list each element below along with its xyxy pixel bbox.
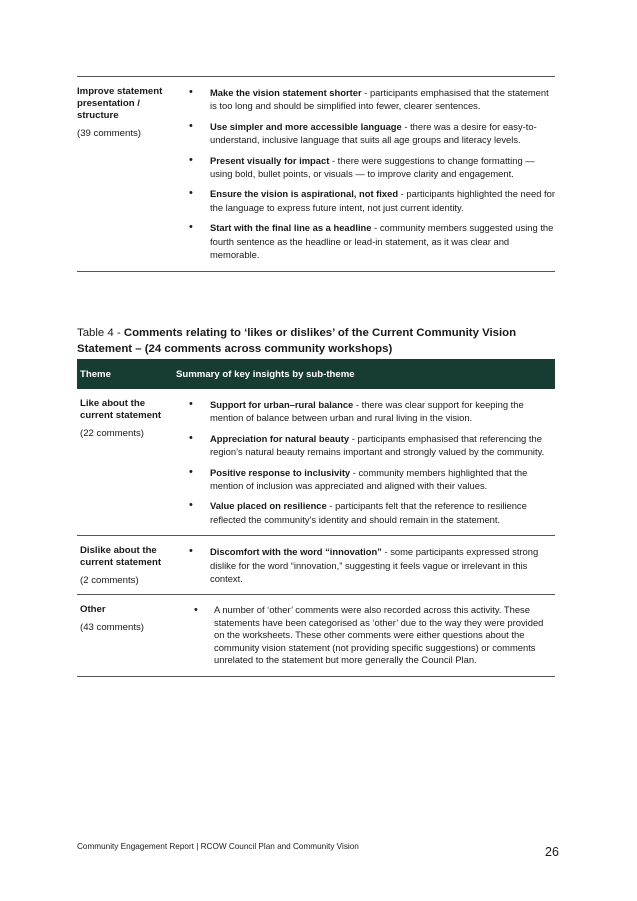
insight-list [174,604,555,666]
table-header [77,359,555,389]
theme-cell [77,595,174,676]
list-item: • Ensure the vision is aspirational, not fixed - participants highlighted the need for the language to express future intent, not just current identity. [174,187,555,214]
insight-list [174,398,555,526]
theme-label: Dislike about the current statement [80,545,162,569]
list-item: • Appreciation for natural beauty - participants emphasised that referencing the region’s natural beauty remains important and strongly valued by the community. [174,432,555,459]
header-summary: Summary of key insights by sub-theme [174,359,555,389]
theme-cell [77,77,174,271]
page-number: 26 [545,845,559,859]
list-item: • Present visually for impact - there were suggestions to change formatting — using bold, bullet points, or visuals — to improve clarity and engagement. [174,154,555,181]
list-item: • Discomfort with the word “innovation” - some participants expressed strong dislike for the word “innovation,” suggesting it feels vague or irrelevant in this context. [174,545,555,585]
list-item: • Use simpler and more accessible language - there was a desire for easy-to-understand, inclusive language that suits all age groups and literacy levels. [174,120,555,147]
header-theme: Theme [77,359,174,389]
theme-label: Like about the current statement [80,398,162,421]
page-footer: Community Engagement Report | RCOW Council Plan and Community Vision [77,842,359,851]
comment-count: (2 comments) [80,575,139,587]
list-item: • A number of ‘other’ comments were also recorded across this activity. These statements have been categorised as ‘other’ due to the way they were provided on the worksheets. These other comments were either questions about the community vision statement (not providing specific suggestions) or comments unrelated to the statement but more generally the Council Plan. [174,604,555,666]
theme-label: Improve statement presentation / structure [77,86,163,121]
theme-label: Other [80,604,106,616]
comment-count: (43 comments) [80,622,144,634]
table-row [77,595,555,676]
insights-cell [174,536,555,595]
insights-cell [174,77,555,271]
comment-count: (22 comments) [80,428,144,439]
theme-cell [77,389,174,536]
insights-cell [174,389,555,536]
theme-cell [77,536,174,595]
table-caption: Table 4 - Comments relating to ‘likes or dislikes’ of the Current Community Vision Statement – (24 comments across community workshops) [77,327,517,355]
table-row [77,77,555,271]
comment-count: (39 comments) [77,128,141,139]
list-item: • Make the vision statement shorter - participants emphasised that the statement is too long and should be simplified into fewer, clearer sentences. [174,86,555,113]
insights-cell [174,595,555,676]
insight-list [174,86,555,261]
table-row [77,389,555,536]
insight-list [174,545,555,585]
list-item: • Support for urban–rural balance - there was clear support for keeping the mention of balance between urban and rural living in the vision. [174,398,555,425]
likes-dislikes-table [77,359,555,677]
list-item: • Value placed on resilience - participants felt that the reference to resilience reflected the community’s identity and should remain in the statement. [174,499,555,526]
list-item: • Positive response to inclusivity - community members highlighted that the mention of inclusion was appreciated and aligned with their values. [174,466,555,493]
list-item: • Start with the final line as a headline - community members suggested using the fourth sentence as the headline or lead-in statement, as it was clear and memorable. [174,221,555,261]
table-row [77,536,555,595]
presentation-table [77,76,555,272]
